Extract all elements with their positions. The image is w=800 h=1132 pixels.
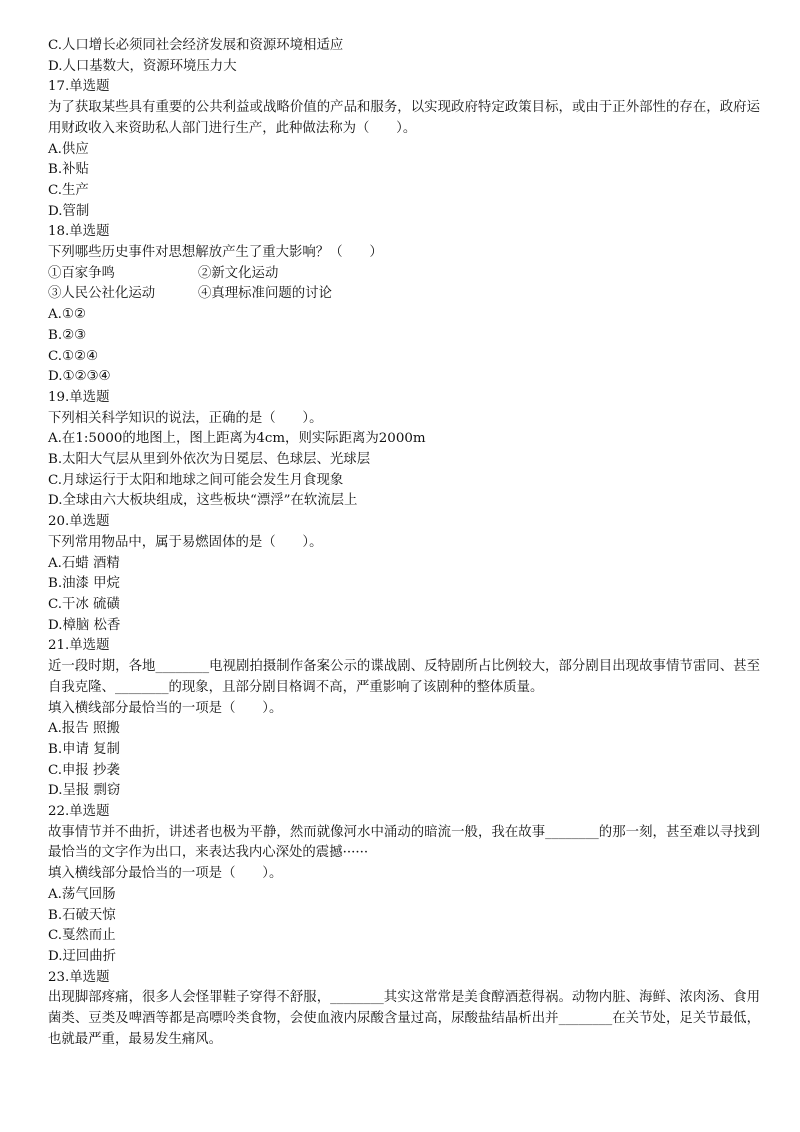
q16-option-c: C.人口增长必须同社会经济发展和资源环境相适应 (48, 38, 344, 53)
q22-prompt: 填入横线部分最恰当的一项是（ ）。 (48, 866, 283, 882)
q19-stem: 下列相关科学知识的说法，正确的是（ ）。 (48, 410, 323, 426)
q22-option-a: A.荡气回肠 (48, 886, 116, 902)
q21-option-c: C.申报 抄袭 (48, 762, 120, 778)
q22-option-b: B.石破天惊 (48, 907, 116, 923)
q18-stem: 下列哪些历史事件对思想解放产生了重大影响？（ ） (48, 245, 383, 261)
q18-statement-row-2 (48, 284, 760, 305)
q19-option-b: B.太阳大气层从里到外依次为日冕层、色球层、光球层 (48, 452, 371, 468)
q21-stem: 近一段时期，各地________电视剧拍摄制作备案公示的谍战剧、反特剧所占比例较大，部分剧目出现故事情节雷同、甚至自我克隆、________的现象，且部分剧目格调不高，严重影响了该剧种的整体质量。 (48, 659, 760, 695)
document-page (48, 36, 760, 1050)
q17-stem: 为了获取某些具有重要的公共利益或战略价值的产品和服务，以实现政府特定政策目标，或由于正外部性的存在，政府运用财政收入来资助私人部门进行生产，此种做法称为（ ）。 (48, 100, 760, 136)
q18-statement-4: ④真理标准问题的讨论 (198, 286, 332, 302)
q20-header: 20.单选题 (48, 514, 110, 530)
q22-option-c: C.戛然而止 (48, 928, 116, 944)
q17-option-a: A.供应 (48, 141, 89, 157)
q21-header: 21.单选题 (48, 638, 110, 654)
q19-option-a: A.在1:5000的地图上，图上距离为4cm，则实际距离为2000m (48, 431, 426, 447)
q22-stem: 故事情节并不曲折，讲述者也极为平静，然而就像河水中涌动的暗流一般，我在故事________的那一刻，甚至难以寻找到最恰当的文字作为出口，来表达我内心深处的震撼······ (48, 824, 760, 861)
q20-option-d: D.樟脑 松香 (48, 617, 121, 633)
q18-statement-row-1 (48, 264, 760, 285)
q17-header: 17.单选题 (48, 79, 110, 95)
q21-option-a: A.报告 照搬 (48, 721, 120, 737)
q17-option-c: C.生产 (48, 182, 89, 198)
q17-option-b: B.补贴 (48, 162, 89, 178)
q17-option-d: D.管制 (48, 203, 90, 219)
q18-header: 18.单选题 (48, 224, 110, 240)
q20-option-b: B.油漆 甲烷 (48, 576, 120, 592)
q18-option-d: D.①②③④ (48, 369, 111, 385)
q19-option-d: D.全球由六大板块组成，这些板块“漂浮”在软流层上 (48, 493, 358, 509)
q22-header: 22.单选题 (48, 804, 110, 820)
q18-option-b: B.②③ (48, 327, 87, 343)
q19-option-c: C.月球运行于太阳和地球之间可能会发生月食现象 (48, 472, 344, 488)
q18-option-a: A.①② (48, 307, 86, 323)
q21-option-d: D.呈报 剽窃 (48, 783, 121, 799)
q18-statement-3: ③人民公社化运动 (48, 286, 156, 302)
q18-statement-1: ①百家争鸣 (48, 265, 115, 281)
q20-option-a: A.石蜡 酒精 (48, 555, 120, 571)
q23-header: 23.单选题 (48, 969, 110, 985)
q20-stem: 下列常用物品中，属于易燃固体的是（ ）。 (48, 534, 323, 550)
q23-stem: 出现脚部疼痛，很多人会怪罪鞋子穿得不舒服，________其实这常常是美食醇酒惹得祸。动物内脏、海鲜、浓肉汤、食用菌类、豆类及啤酒等都是高嘌呤类食物，会使血液内尿酸含量过高，尿酸盐结晶析出并________在关节处，足关节最低，也就最严重，最易发生痛风。 (48, 990, 760, 1047)
q21-prompt: 填入横线部分最恰当的一项是（ ）。 (48, 700, 283, 716)
q18-option-c: C.①②④ (48, 348, 99, 364)
q22-option-d: D.迂回曲折 (48, 948, 117, 964)
q19-header: 19.单选题 (48, 389, 110, 405)
q20-option-c: C.干冰 硫磺 (48, 596, 120, 612)
q18-statement-2: ②新文化运动 (198, 265, 279, 281)
q21-option-b: B.申请 复制 (48, 741, 120, 757)
q16-option-d: D.人口基数大，资源环境压力大 (48, 58, 237, 74)
